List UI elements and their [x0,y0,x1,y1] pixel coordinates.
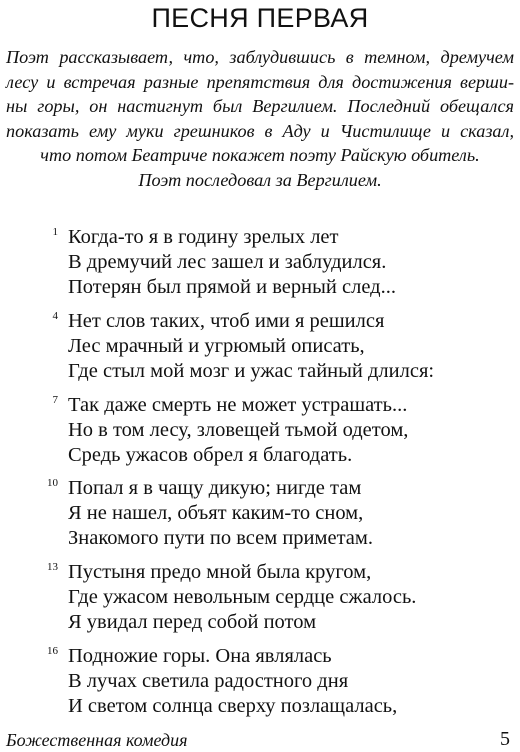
verse-line: Так даже смерть не может устрашать... [68,394,408,416]
verse-line: Знакомого пути по всем приметам. [68,527,374,549]
verse-line: Где стыл мой мозг и ужас тайный длился: [68,360,435,382]
verse-line: Я не нашел, объят каким-то сном, [68,502,364,524]
verse-number: 1 [52,226,58,238]
summary-line: ны горы, он настигнут был Вергилием. Последний обещался [6,96,514,116]
summary-line: лесу и встречая разные препятствия для достижения верши- [6,71,514,92]
verse-line: Где ужасом невольным сердце сжалось. [68,586,417,608]
verse-line: Когда-то я в годину зрелых лет [68,226,339,248]
verse-number: 7 [52,394,58,406]
summary-line: что потом Беатриче покажет поэту Райскую обитель. [40,145,480,165]
verse-number: 16 [47,645,58,657]
verse-line: В дремучий лес зашел и заблудился. [68,251,387,273]
page-number: 5 [500,728,510,750]
verse-line: Попал я в чащу дикую; нигде там [68,477,362,499]
verse-number: 4 [52,310,58,322]
verse-number: 10 [47,477,58,489]
verse-line: Потерян был прямой и верный след... [68,276,396,298]
verse-line: Лес мрачный и угрюмый описать, [68,335,365,357]
verse-line: Я увидал перед собой потом [68,611,317,633]
verse-line: И светом солнца сверху позлащалась, [68,695,398,717]
verse-line: В лучах светила радостного дня [68,670,349,692]
verse-number: 13 [47,561,58,573]
verse-line: Средь ужасов обрел я благодать. [68,444,353,466]
verse-line: Но в том лесу, зловещей тьмой одетом, [68,419,409,441]
summary-line: Поэт последовал за Вергилием. [138,169,382,190]
verse-line: Подножие горы. Она являлась [68,645,332,667]
canto-title: ПЕСНЯ ПЕРВАЯ [151,3,369,33]
verse-line: Нет слов таких, чтоб ими я решился [68,310,385,332]
summary-line: Поэт рассказывает, что, заблудившись в темном, дремучем [6,47,514,67]
summary-line: показать ему муки грешников в Аду и Чистилище и сказал, [6,120,514,141]
verse-line: Пустыня предо мной была кругом, [68,561,372,583]
canto-summary [6,45,514,192]
running-footer-title: Божественная комедия [6,730,188,750]
